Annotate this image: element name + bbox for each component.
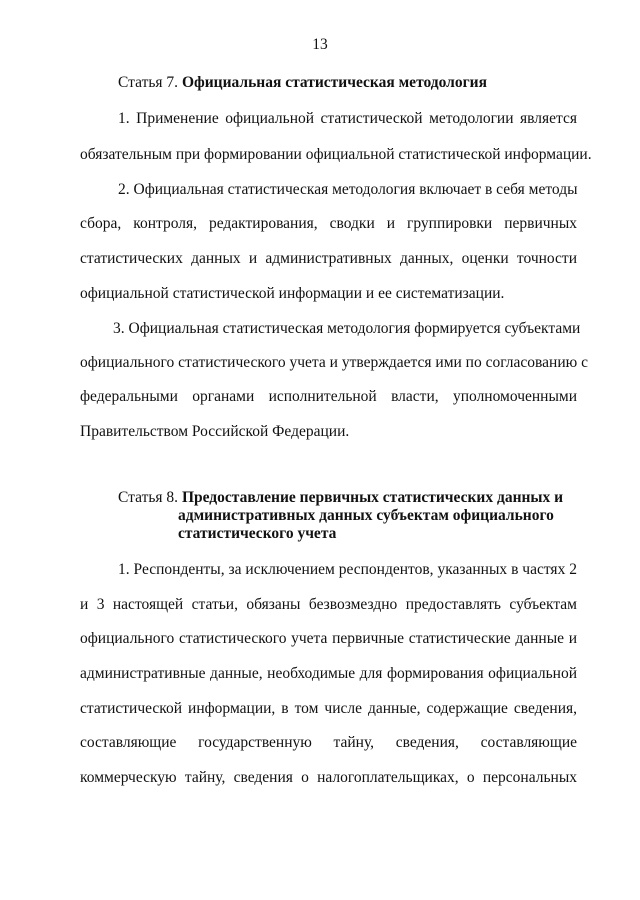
article-7-line: 1. Применение официальной статистической методологии является bbox=[118, 110, 577, 127]
article-7-line: обязательным при формировании официальной статистической информации. bbox=[80, 146, 592, 163]
article-8-line: коммерческую тайну, сведения о налогоплательщиках, о персональных bbox=[80, 769, 577, 786]
article-8-title-line3: статистического учета bbox=[178, 525, 337, 542]
article-8-line: официального статистического учета первичные статистические данные и bbox=[80, 630, 577, 647]
article-7-line: Правительством Российской Федерации. bbox=[80, 423, 350, 440]
article-7-title: Официальная статистическая методология bbox=[181, 74, 487, 91]
article-7-line: статистических данных и административных данных, оценки точности bbox=[80, 250, 577, 267]
article-8-line: 1. Респонденты, за исключением респондентов, указанных в частях 2 bbox=[118, 561, 577, 578]
article-8-prefix: Статья 8. bbox=[118, 489, 182, 506]
article-7-line: официального статистического учета и утверждается ими по согласованию с bbox=[80, 354, 588, 371]
article-8-title-line1: Предоставление первичных статистических данных и bbox=[181, 489, 564, 506]
article-8-line: административные данные, необходимые для формирования официальной bbox=[80, 665, 577, 682]
article-7-prefix: Статья 7. bbox=[118, 74, 182, 91]
article-7-line: 2. Официальная статистическая методология включает в себя методы bbox=[118, 181, 578, 198]
article-7-line: официальной статистической информации и ее систематизации. bbox=[80, 285, 505, 302]
article-7-line: федеральными органами исполнительной власти, уполномоченными bbox=[80, 388, 577, 405]
article-8-heading bbox=[118, 489, 563, 507]
article-8-line: и 3 настоящей статьи, обязаны безвозмездно предоставлять субъектам bbox=[80, 596, 577, 613]
article-8-title-line2: административных данных субъектам официального bbox=[178, 507, 554, 524]
article-8-line: составляющие государственную тайну, сведения, составляющие bbox=[80, 734, 577, 751]
article-7-line: сбора, контроля, редактирования, сводки и группировки первичных bbox=[80, 215, 577, 232]
page-number: 13 bbox=[312, 36, 328, 53]
article-8-line: статистической информации, в том числе данные, содержащие сведения, bbox=[80, 700, 577, 717]
article-7-line: 3. Официальная статистическая методология формируется субъектами bbox=[113, 320, 581, 337]
article-7-heading bbox=[118, 74, 487, 92]
